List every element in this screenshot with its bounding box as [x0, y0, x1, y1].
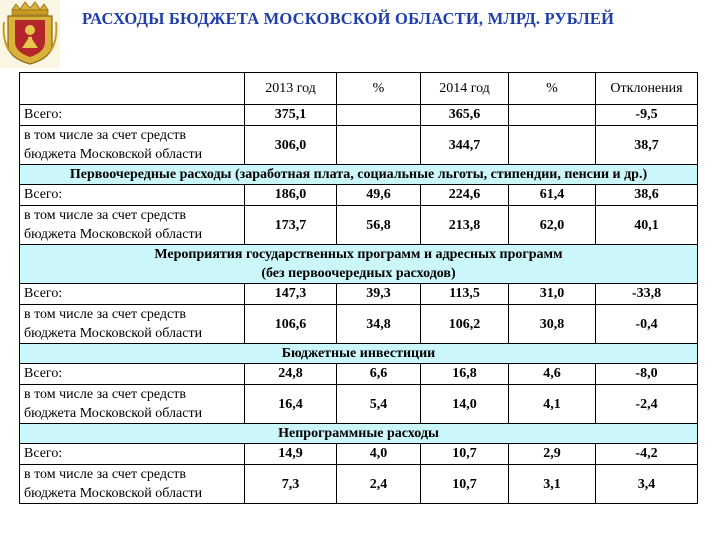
value-cell: 5,4 — [337, 385, 421, 424]
value-cell: 7,3 — [245, 465, 337, 504]
table-row — [20, 305, 698, 344]
row-label — [20, 465, 245, 504]
row-label — [20, 126, 245, 165]
value-cell: 38,6 — [596, 185, 698, 206]
table-row — [20, 364, 698, 385]
value-cell: 16,8 — [421, 364, 509, 385]
header-cell-label — [20, 73, 245, 105]
value-cell: 113,5 — [421, 284, 509, 305]
value-cell: 61,4 — [509, 185, 596, 206]
value-cell: 10,7 — [421, 444, 509, 465]
value-cell: 2,9 — [509, 444, 596, 465]
value-cell: 3,4 — [596, 465, 698, 504]
row-label-line-2: бюджета Московской области — [24, 227, 203, 242]
header-cell-2013: 2013 год — [245, 73, 337, 105]
row-label-line-1: в том числе за счет средств — [24, 387, 186, 402]
budget-table — [19, 72, 698, 504]
value-cell: 106,6 — [245, 305, 337, 344]
value-cell: 14,0 — [421, 385, 509, 424]
value-cell: -2,4 — [596, 385, 698, 424]
value-cell — [337, 126, 421, 165]
value-cell: 6,6 — [337, 364, 421, 385]
row-label: Всего: — [20, 284, 245, 305]
table-row — [20, 206, 698, 245]
section-title: Первоочередные расходы (заработная плата, социальные льготы, стипендии, пенсии и др.) — [20, 165, 698, 185]
value-cell: -33,8 — [596, 284, 698, 305]
value-cell: 3,1 — [509, 465, 596, 504]
table-header-row — [20, 73, 698, 105]
value-cell: 173,7 — [245, 206, 337, 245]
row-label-line-1: в том числе за счет средств — [24, 208, 186, 223]
section-header-row — [20, 165, 698, 185]
value-cell: 4,0 — [337, 444, 421, 465]
header-cell-2014: 2014 год — [421, 73, 509, 105]
value-cell: 31,0 — [509, 284, 596, 305]
header-cell-deviation: Отклонения — [596, 73, 698, 105]
table-row — [20, 465, 698, 504]
table-row — [20, 444, 698, 465]
value-cell: 34,8 — [337, 305, 421, 344]
value-cell: 56,8 — [337, 206, 421, 245]
row-label: Всего: — [20, 364, 245, 385]
value-cell: -4,2 — [596, 444, 698, 465]
value-cell: 49,6 — [337, 185, 421, 206]
row-label — [20, 385, 245, 424]
value-cell — [509, 126, 596, 165]
value-cell: 39,3 — [337, 284, 421, 305]
header-cell-percent-2014: % — [509, 73, 596, 105]
value-cell: 16,4 — [245, 385, 337, 424]
row-label-line-2: бюджета Московской области — [24, 326, 203, 341]
row-label-line-1: в том числе за счет средств — [24, 128, 186, 143]
value-cell: -9,5 — [596, 105, 698, 126]
value-cell: 224,6 — [421, 185, 509, 206]
section-title — [20, 245, 698, 284]
value-cell — [509, 105, 596, 126]
value-cell: 38,7 — [596, 126, 698, 165]
row-label — [20, 206, 245, 245]
value-cell: 213,8 — [421, 206, 509, 245]
section-header-row — [20, 424, 698, 444]
value-cell: 4,6 — [509, 364, 596, 385]
row-label-line-1: в том числе за счет средств — [24, 467, 186, 482]
section-title: Непрограммные расходы — [20, 424, 698, 444]
value-cell: 306,0 — [245, 126, 337, 165]
value-cell: 106,2 — [421, 305, 509, 344]
section-header-row — [20, 245, 698, 284]
value-cell: 344,7 — [421, 126, 509, 165]
value-cell: 10,7 — [421, 465, 509, 504]
table-row — [20, 385, 698, 424]
header-cell-percent-2013: % — [337, 73, 421, 105]
value-cell: 4,1 — [509, 385, 596, 424]
value-cell: 62,0 — [509, 206, 596, 245]
table-row — [20, 185, 698, 206]
value-cell: 40,1 — [596, 206, 698, 245]
section-title-line-2: (без первоочередных расходов) — [261, 266, 456, 281]
row-label: Всего: — [20, 444, 245, 465]
value-cell — [337, 105, 421, 126]
value-cell: 2,4 — [337, 465, 421, 504]
page-title: РАСХОДЫ БЮДЖЕТА МОСКОВСКОЙ ОБЛАСТИ, МЛРД. РУБЛЕЙ — [82, 9, 615, 28]
value-cell: 375,1 — [245, 105, 337, 126]
value-cell: 365,6 — [421, 105, 509, 126]
value-cell: 147,3 — [245, 284, 337, 305]
table-row — [20, 126, 698, 165]
table-row — [20, 105, 698, 126]
row-label-line-1: в том числе за счет средств — [24, 307, 186, 322]
value-cell: -8,0 — [596, 364, 698, 385]
row-label — [20, 305, 245, 344]
row-label-line-2: бюджета Московской области — [24, 147, 203, 162]
value-cell: -0,4 — [596, 305, 698, 344]
section-title-line-1: Мероприятия государственных программ и адресных программ — [154, 247, 563, 262]
row-label: Всего: — [20, 105, 245, 126]
row-label: Всего: — [20, 185, 245, 206]
table-row — [20, 284, 698, 305]
value-cell: 186,0 — [245, 185, 337, 206]
value-cell: 30,8 — [509, 305, 596, 344]
row-label-line-2: бюджета Московской области — [24, 406, 203, 421]
coat-of-arms-icon — [0, 0, 60, 68]
section-header-row — [20, 344, 698, 364]
value-cell: 24,8 — [245, 364, 337, 385]
value-cell: 14,9 — [245, 444, 337, 465]
row-label-line-2: бюджета Московской области — [24, 486, 203, 501]
section-title: Бюджетные инвестиции — [20, 344, 698, 364]
